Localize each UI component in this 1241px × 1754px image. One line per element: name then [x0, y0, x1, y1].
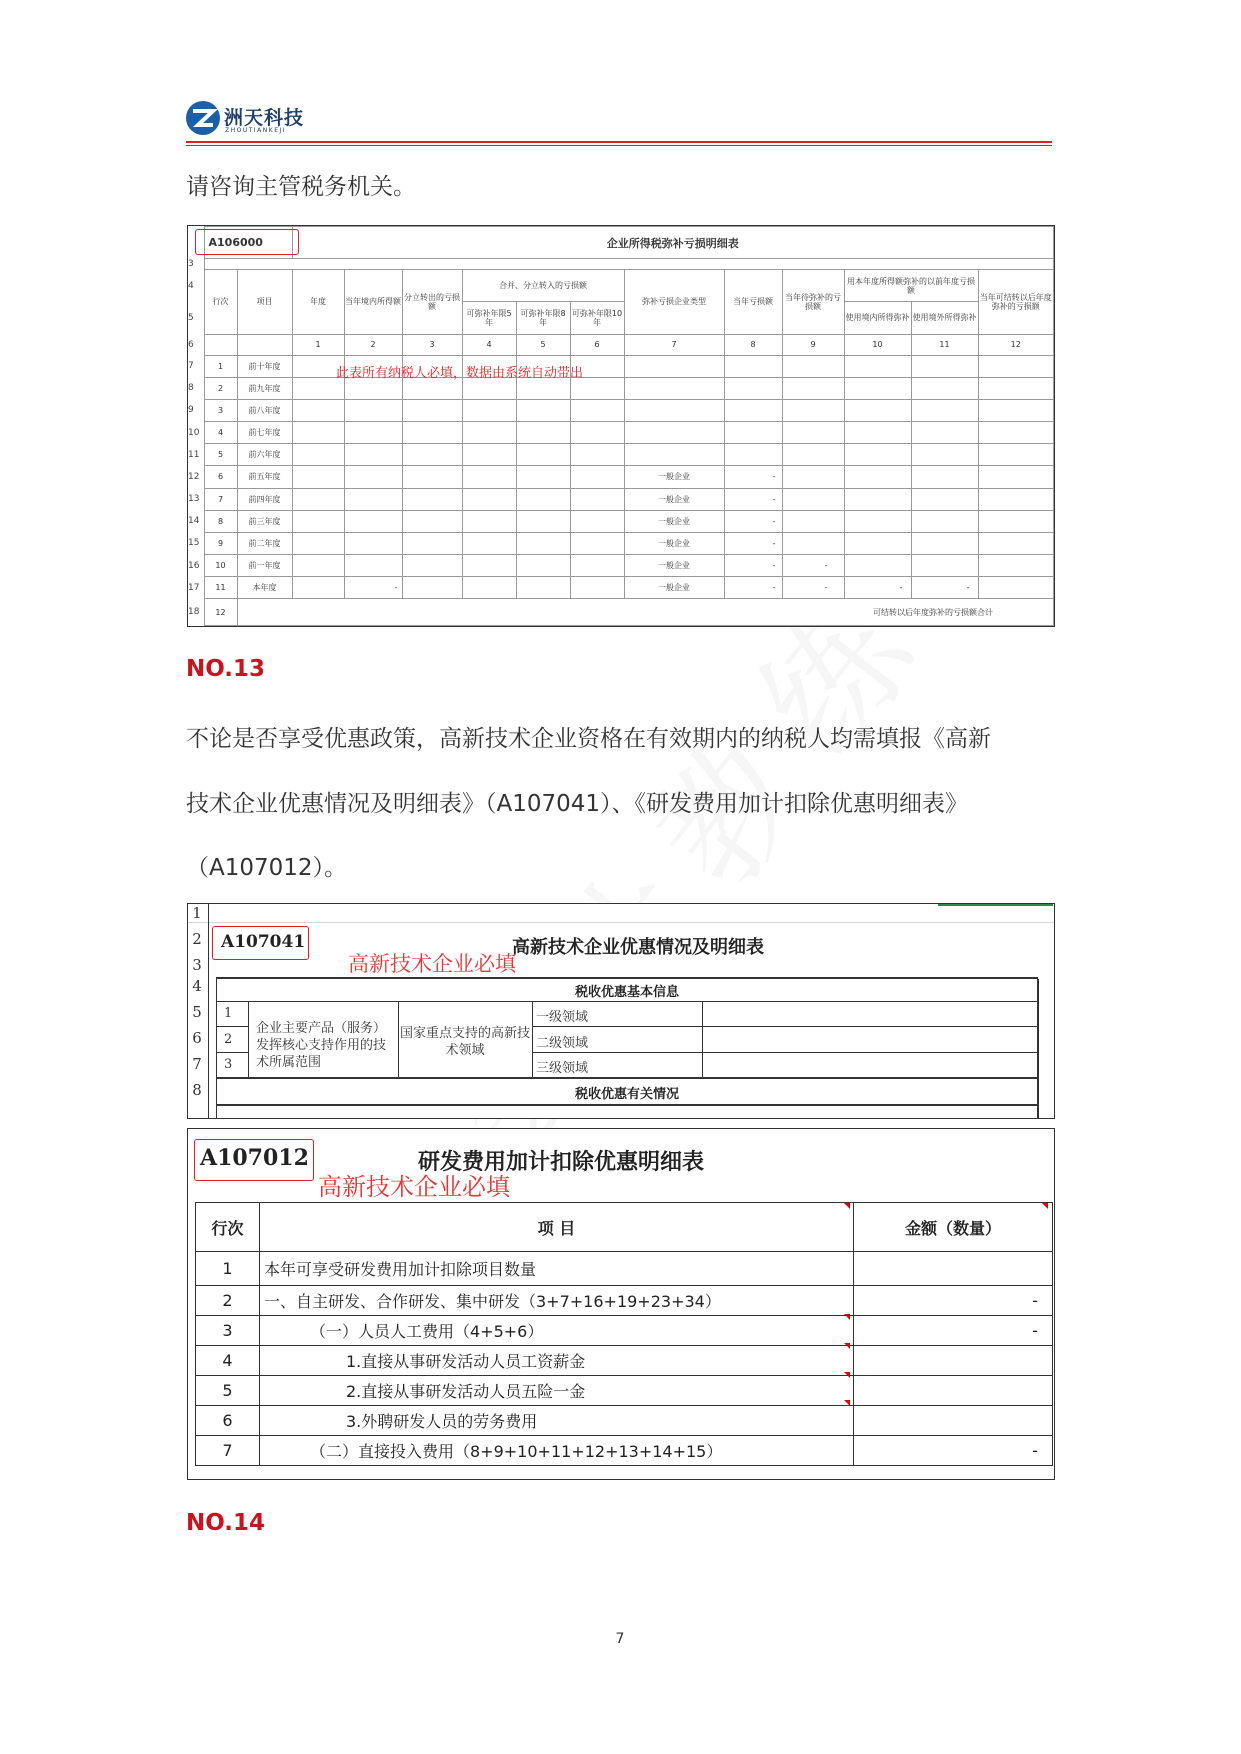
- col-number: 12: [978, 334, 1054, 355]
- table-cell: -: [782, 554, 844, 576]
- last-row-seq: 12: [204, 599, 237, 626]
- table-title: 高新技术企业优惠情况及明细表: [512, 937, 764, 958]
- table-cell: [462, 532, 516, 554]
- col-number: 4: [462, 334, 516, 355]
- table-cell: -: [782, 577, 844, 599]
- row-number: 3: [192, 956, 202, 974]
- table-cell: [782, 377, 844, 399]
- table-cell: [844, 466, 911, 488]
- table-cell: [978, 422, 1054, 444]
- row-number: 11: [188, 444, 204, 466]
- row-seq: 2: [196, 1286, 260, 1316]
- table-cell: [344, 444, 402, 466]
- table-cell: [570, 422, 624, 444]
- col-number: 6: [570, 334, 624, 355]
- table-cell: [978, 488, 1054, 510]
- table-cell: [570, 399, 624, 421]
- section-related-info: 税收优惠有关情况: [574, 1087, 679, 1102]
- table-cell: [978, 444, 1054, 466]
- table-row: [196, 1376, 1053, 1406]
- table-cell: [570, 444, 624, 466]
- col-number: 1: [292, 334, 344, 355]
- table-cell: 本年度: [237, 577, 292, 599]
- table-cell: [624, 422, 724, 444]
- table-cell: [292, 466, 344, 488]
- table-cell: [844, 488, 911, 510]
- table-cell: [516, 466, 570, 488]
- table-cell: 一般企业: [624, 554, 724, 576]
- row-number: 14: [188, 510, 204, 532]
- table-cell: [911, 466, 978, 488]
- table-cell: [402, 554, 462, 576]
- table-cell: 10: [204, 554, 237, 576]
- table-cell: [782, 422, 844, 444]
- table-cell: 7: [204, 488, 237, 510]
- table-cell: [782, 399, 844, 421]
- table-cell: 2: [204, 377, 237, 399]
- table-cell: [402, 577, 462, 599]
- table-row: [188, 532, 1054, 554]
- row-amount: -: [854, 1286, 1053, 1316]
- table-cell: 6: [204, 466, 237, 488]
- table-cell: [724, 422, 782, 444]
- table-cell: [402, 466, 462, 488]
- table-cell: [292, 488, 344, 510]
- header-seq: 行次: [204, 270, 237, 334]
- table-row: [188, 444, 1054, 466]
- table-cell: 9: [204, 532, 237, 554]
- intro-text: 请咨询主管税务机关。: [186, 174, 416, 200]
- table-cell: [844, 355, 911, 377]
- table-row: [188, 554, 1054, 576]
- row-seq: 7: [196, 1436, 260, 1466]
- table-cell: 4: [204, 422, 237, 444]
- table-cell: [570, 510, 624, 532]
- table-code: A106000: [204, 227, 292, 259]
- table-cell: [402, 422, 462, 444]
- row-number: 7: [192, 1055, 202, 1073]
- col-number: 5: [516, 334, 570, 355]
- table-cell: [978, 554, 1054, 576]
- table-row: [188, 355, 1054, 377]
- table-cell: [978, 377, 1054, 399]
- table-cell: 1: [204, 355, 237, 377]
- row-number: 10: [188, 422, 204, 444]
- table-cell: [292, 577, 344, 599]
- row-seq: 4: [196, 1346, 260, 1376]
- table-cell: [844, 377, 911, 399]
- table-cell: [402, 488, 462, 510]
- table-cell: 11: [204, 577, 237, 599]
- table-cell: [344, 488, 402, 510]
- row-number: 5: [192, 1003, 202, 1021]
- table-cell: [292, 554, 344, 576]
- header-seq: 行次: [196, 1203, 260, 1252]
- row-number: 5: [188, 302, 204, 334]
- row-item: （二）直接投入费用（8+9+10+11+12+13+14+15）: [260, 1436, 854, 1466]
- table-cell: [292, 532, 344, 554]
- header-amount: 金额（数量）: [854, 1203, 1053, 1252]
- table-cell: [344, 466, 402, 488]
- header-item: 项 目: [260, 1203, 854, 1252]
- table-cell: [978, 510, 1054, 532]
- header-col6: 可弥补年限10年: [570, 302, 624, 334]
- table-cell: [844, 399, 911, 421]
- table-cell: [978, 466, 1054, 488]
- table-note: 此表所有纳税人必填，数据由系统自动带出: [336, 366, 584, 381]
- col-number: 10: [844, 334, 911, 355]
- table-cell: [462, 510, 516, 532]
- table-cell: -: [344, 577, 402, 599]
- table-cell: [911, 377, 978, 399]
- table-cell: [570, 488, 624, 510]
- row-seq: 6: [196, 1406, 260, 1436]
- table-code: A107012: [200, 1145, 309, 1171]
- row-number: 6: [188, 334, 204, 355]
- header-col5: 可弥补年限8年: [516, 302, 570, 334]
- para13-line1: 不论是否享受优惠政策，高新技术企业资格在有效期内的纳税人均需填报《高新: [186, 726, 991, 752]
- table-row: [188, 510, 1054, 532]
- table-cell: 3: [204, 399, 237, 421]
- table-row: [196, 1252, 1053, 1286]
- row-amount: [854, 1252, 1053, 1286]
- table-cell: -: [724, 466, 782, 488]
- row-number: 12: [188, 466, 204, 488]
- table-row: [196, 1286, 1053, 1316]
- table-cell: -: [844, 577, 911, 599]
- row-number: 15: [188, 532, 204, 554]
- table-cell: [570, 466, 624, 488]
- table-cell: -: [724, 488, 782, 510]
- row-number: 4: [188, 270, 204, 302]
- table-cell: 前十年度: [237, 355, 292, 377]
- level-seq: 1: [224, 1006, 233, 1021]
- table-cell: [844, 510, 911, 532]
- table-cell: [724, 399, 782, 421]
- table-cell: [516, 554, 570, 576]
- row-amount: -: [854, 1316, 1053, 1346]
- header-year: 年度: [292, 270, 344, 334]
- row-seq: 3: [196, 1316, 260, 1346]
- table-cell: -: [724, 532, 782, 554]
- table-cell: [570, 532, 624, 554]
- header-merge: 合并、分立转入的亏损额: [462, 270, 624, 302]
- header-rule: [186, 141, 1052, 143]
- row-seq: 5: [196, 1376, 260, 1406]
- header-col3: 分立转出的亏损额: [402, 270, 462, 334]
- table-cell: 一般企业: [624, 510, 724, 532]
- table-cell: [344, 422, 402, 444]
- table-cell: 前一年度: [237, 554, 292, 576]
- table-cell: [570, 554, 624, 576]
- level-label: 三级领域: [536, 1061, 589, 1076]
- table-cell: [292, 510, 344, 532]
- col-number: 2: [344, 334, 402, 355]
- row-amount: -: [854, 1436, 1053, 1466]
- table-row: [188, 488, 1054, 510]
- header-used: 用本年度所得额弥补的以前年度亏损额: [844, 270, 978, 302]
- table-cell: 一般企业: [624, 532, 724, 554]
- row-amount: [854, 1346, 1053, 1376]
- row-item: 3.外聘研发人员的劳务费用: [260, 1406, 854, 1436]
- table-row: [188, 577, 1054, 599]
- row-number: 17: [188, 577, 204, 599]
- row-amount: [854, 1376, 1053, 1406]
- table-cell: [724, 377, 782, 399]
- table-cell: [911, 488, 978, 510]
- header-col2: 当年境内所得额: [344, 270, 402, 334]
- item-label: 企业主要产品（服务）发挥核心支持作用的技术所属范围: [256, 1021, 387, 1070]
- header-col12: 当年可结转以后年度弥补的亏损额: [978, 270, 1054, 334]
- col-number: 11: [911, 334, 978, 355]
- logo-text: 洲天科技: [224, 107, 305, 129]
- table-cell: [911, 422, 978, 444]
- table-cell: [462, 554, 516, 576]
- row-item: 2.直接从事研发活动人员五险一金: [260, 1376, 854, 1406]
- row-item: 1.直接从事研发活动人员工资薪金: [260, 1346, 854, 1376]
- table-cell: [462, 422, 516, 444]
- table-cell: 5: [204, 444, 237, 466]
- header-col11: 使用境外所得弥补: [911, 302, 978, 334]
- table-cell: 前九年度: [237, 377, 292, 399]
- table-cell: 8: [204, 510, 237, 532]
- header-col9: 当年待弥补的亏损额: [782, 270, 844, 334]
- table-cell: [911, 554, 978, 576]
- table-cell: [516, 422, 570, 444]
- table-cell: [911, 355, 978, 377]
- header-item: 项目: [237, 270, 292, 334]
- row-number: 4: [192, 977, 202, 995]
- table-cell: 前五年度: [237, 466, 292, 488]
- table-cell: [516, 532, 570, 554]
- table-cell: [911, 399, 978, 421]
- table-cell: [516, 577, 570, 599]
- table-cell: [344, 399, 402, 421]
- table-cell: 一般企业: [624, 577, 724, 599]
- table-cell: [782, 510, 844, 532]
- table-cell: [782, 444, 844, 466]
- table-row: [188, 422, 1054, 444]
- table-a107041: [187, 903, 1055, 1119]
- table-cell: [782, 466, 844, 488]
- row-number: 13: [188, 488, 204, 510]
- table-a107012: [187, 1128, 1055, 1480]
- table-cell: [344, 510, 402, 532]
- table-cell: [844, 422, 911, 444]
- table-cell: [516, 399, 570, 421]
- table-cell: [911, 510, 978, 532]
- table-cell: [978, 577, 1054, 599]
- table-cell: -: [724, 510, 782, 532]
- table-cell: [844, 444, 911, 466]
- table-row: [188, 377, 1054, 399]
- table-cell: 一般企业: [624, 488, 724, 510]
- level-label: 一级领域: [536, 1010, 589, 1025]
- col-number: 8: [724, 334, 782, 355]
- table-row: [196, 1316, 1053, 1346]
- header-col4: 可弥补年限5年: [462, 302, 516, 334]
- table-cell: [624, 355, 724, 377]
- table-title: 企业所得税弥补亏损明细表: [292, 227, 1054, 259]
- row-number: 9: [188, 399, 204, 421]
- logo-mark-icon: [186, 101, 220, 135]
- section-no13: NO.13: [186, 656, 266, 682]
- row-seq: 1: [196, 1252, 260, 1286]
- para13-line2: 技术企业优惠情况及明细表》（A107041）、《研发费用加计扣除优惠明细表》: [186, 791, 969, 817]
- table-row: [188, 466, 1054, 488]
- table-cell: [782, 355, 844, 377]
- header-rule-thin: [186, 145, 1052, 146]
- table-cell: [462, 488, 516, 510]
- table-code: A107041: [221, 932, 306, 952]
- table-cell: [462, 444, 516, 466]
- table-cell: [344, 554, 402, 576]
- row-item: 本年可享受研发费用加计扣除项目数量: [260, 1252, 854, 1286]
- table-cell: [724, 444, 782, 466]
- required-note: 高新技术企业必填: [318, 1173, 510, 1201]
- table-cell: [402, 444, 462, 466]
- table-row: [196, 1346, 1053, 1376]
- row-number: 1: [192, 904, 202, 922]
- table-cell: [782, 532, 844, 554]
- table-cell: 前三年度: [237, 510, 292, 532]
- col-number: 7: [624, 334, 724, 355]
- table-cell: [344, 532, 402, 554]
- table-cell: 前四年度: [237, 488, 292, 510]
- table-cell: -: [724, 577, 782, 599]
- level-seq: 2: [224, 1032, 233, 1047]
- table-title: 研发费用加计扣除优惠明细表: [418, 1149, 705, 1175]
- table-cell: [462, 399, 516, 421]
- row-number: 18: [188, 599, 204, 626]
- row-number: 7: [188, 355, 204, 377]
- row-number: 16: [188, 554, 204, 576]
- table-cell: 前八年度: [237, 399, 292, 421]
- row-number: 6: [192, 1029, 202, 1047]
- table-cell: [292, 444, 344, 466]
- row-number: 3: [188, 259, 204, 270]
- table-cell: [292, 399, 344, 421]
- table-cell: [978, 399, 1054, 421]
- table-cell: [402, 532, 462, 554]
- level-seq: 3: [224, 1057, 233, 1072]
- table-row: [196, 1406, 1053, 1436]
- table-cell: 前二年度: [237, 532, 292, 554]
- table-cell: [292, 422, 344, 444]
- table-row: [196, 1436, 1053, 1466]
- field-label: 国家重点支持的高新技术领域: [400, 1026, 531, 1058]
- row-item: 一、自主研发、合作研发、集中研发（3+7+16+19+23+34）: [260, 1286, 854, 1316]
- table-cell: [516, 510, 570, 532]
- company-logo: [186, 101, 306, 141]
- table-cell: [624, 377, 724, 399]
- table-cell: 前七年度: [237, 422, 292, 444]
- table-cell: -: [911, 577, 978, 599]
- table-cell: -: [724, 554, 782, 576]
- required-note: 高新技术企业必填: [348, 952, 516, 976]
- table-cell: [570, 577, 624, 599]
- section-basic-info: 税收优惠基本信息: [574, 985, 679, 1000]
- logo-subtext: ZHOUTIANKEJI: [225, 127, 287, 134]
- table-cell: 一般企业: [624, 466, 724, 488]
- table-cell: [402, 399, 462, 421]
- table-cell: [516, 444, 570, 466]
- row-amount: [854, 1406, 1053, 1436]
- table-cell: [911, 532, 978, 554]
- row-number: 8: [188, 377, 204, 399]
- table-cell: [844, 554, 911, 576]
- col-number: 3: [402, 334, 462, 355]
- col-number: 9: [782, 334, 844, 355]
- table-cell: [402, 510, 462, 532]
- para13-line3: （A107012）。: [186, 855, 348, 881]
- table-cell: [462, 577, 516, 599]
- table-cell: 前六年度: [237, 444, 292, 466]
- table-cell: [911, 444, 978, 466]
- table-cell: [978, 532, 1054, 554]
- page-number: 7: [615, 1631, 625, 1647]
- table-cell: [462, 466, 516, 488]
- table-a106000: [187, 225, 1055, 627]
- table-cell: [624, 399, 724, 421]
- header-col7: 弥补亏损企业类型: [624, 270, 724, 334]
- section-no14: NO.14: [186, 1510, 266, 1536]
- header-col10: 使用境内所得弥补: [844, 302, 911, 334]
- code-highlight-box: [195, 229, 299, 255]
- row-number: 2: [192, 930, 202, 948]
- row-item: （一）人员人工费用（4+5+6）: [260, 1316, 854, 1346]
- table-row: [188, 399, 1054, 421]
- row-number: 8: [192, 1081, 202, 1099]
- level-label: 二级领域: [536, 1036, 589, 1051]
- table-cell: [844, 532, 911, 554]
- table-cell: [724, 355, 782, 377]
- table-cell: [516, 488, 570, 510]
- last-row-label: 可结转以后年度弥补的亏损额合计: [237, 599, 1054, 626]
- table-cell: [624, 444, 724, 466]
- header-col8: 当年亏损额: [724, 270, 782, 334]
- table-cell: [978, 355, 1054, 377]
- table-cell: [782, 488, 844, 510]
